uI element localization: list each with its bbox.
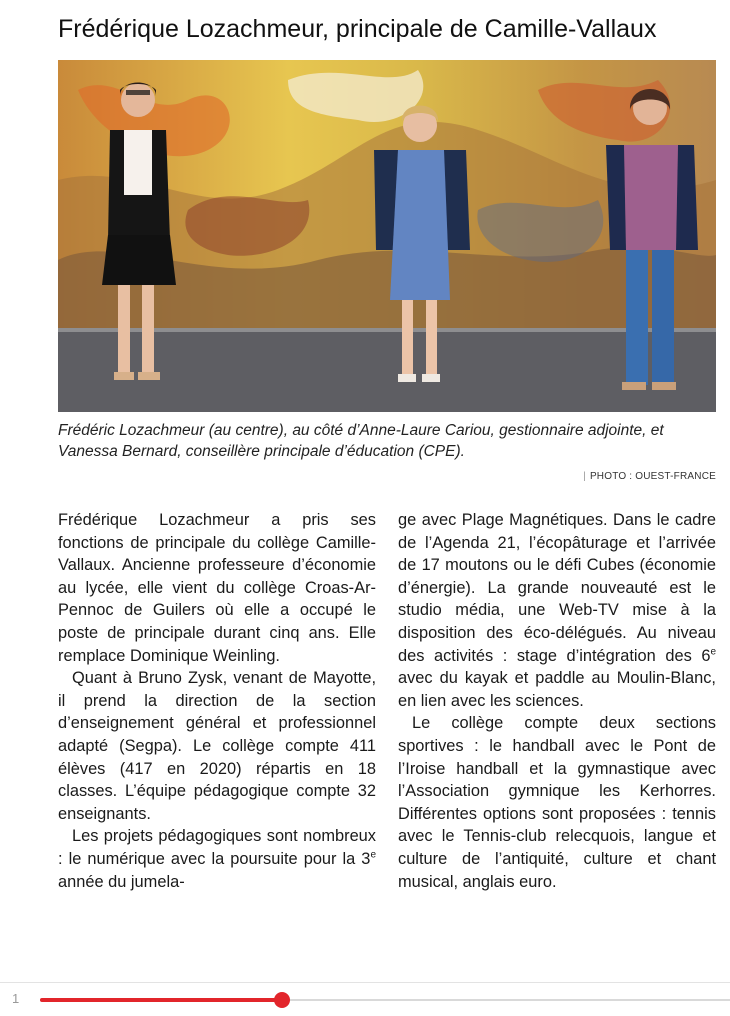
page-slider-handle[interactable] bbox=[274, 992, 290, 1008]
page-viewer-bar bbox=[0, 982, 730, 1016]
paragraph-intro: Frédérique Lozachmeur a pris ses fonctions de principale du collège Camille-Vallaux. Ancienne professeure d’économie au lycée, elle vient du collège Croas-Ar-Pennoc de Guilers où elle a occupé le poste de principale durant cinq ans. Elle remplace Dominique Weinling. bbox=[58, 511, 376, 665]
paragraph-projects-start bbox=[58, 825, 376, 893]
article-headline: Frédérique Lozachmeur, principale de Camille-Vallaux bbox=[58, 15, 657, 43]
ordinal-suffix: e bbox=[370, 849, 376, 861]
article-column-right bbox=[398, 509, 716, 893]
page-slider-fill bbox=[40, 998, 282, 1002]
page-number: 1 bbox=[12, 991, 20, 1006]
group-photo bbox=[58, 60, 716, 412]
photo-credit bbox=[583, 471, 716, 482]
article-column-left bbox=[58, 509, 376, 893]
paragraph-projects-text-a: Les projets pédagogiques sont nombreux : le numérique avec la poursuite pour la 3 bbox=[58, 827, 376, 868]
paragraph-segpa: Quant à Bruno Zysk, venant de Mayotte, il prend la direction de la section d’enseignement général et professionnel adapté (Segpa). Le collège compte 411 élèves (417 en 2020) répartis en 18 classes. L’équipe pédagogique compte 32 enseignants. bbox=[58, 669, 376, 823]
paragraph-projects-continued: ge avec Plage Magnétiques. Dans le cadre de l’Agenda 21, l’écopâturage et l’arrivée de 17 moutons ou le défi Cubes (économie d’énergie). La grande nouveauté est le studio média, une Web-TV mise à la disposition des éco-délégués. Au niveau des activités : stage d’intégration des 6e avec du kayak et paddle au Moulin-Blanc, en lien avec les sciences. bbox=[398, 511, 716, 710]
photo-caption: Frédéric Lozachmeur (au centre), au côté d’Anne-Laure Cariou, gestionnaire adjointe, et Vanessa Bernard, conseillère principale d’éducation (CPE). bbox=[58, 422, 664, 460]
photo-credit-text: PHOTO : OUEST-FRANCE bbox=[589, 471, 716, 482]
ordinal-suffix-2: e bbox=[710, 646, 716, 658]
paragraph-projects-text-b-start: année du jumela- bbox=[58, 872, 185, 891]
credit-separator: | bbox=[583, 471, 586, 482]
group-photo-image bbox=[58, 60, 716, 412]
paragraph-sports: Le collège compte deux sections sportives : le handball avec le Pont de l’Iroise handball et la gymnastique avec l’Association gymnique les Kerhorres. Différentes options sont proposées : tennis avec le Tennis-club relecquois, langue et culture de l’antiquité, culture et chant musical, anglais euro. bbox=[398, 714, 716, 891]
